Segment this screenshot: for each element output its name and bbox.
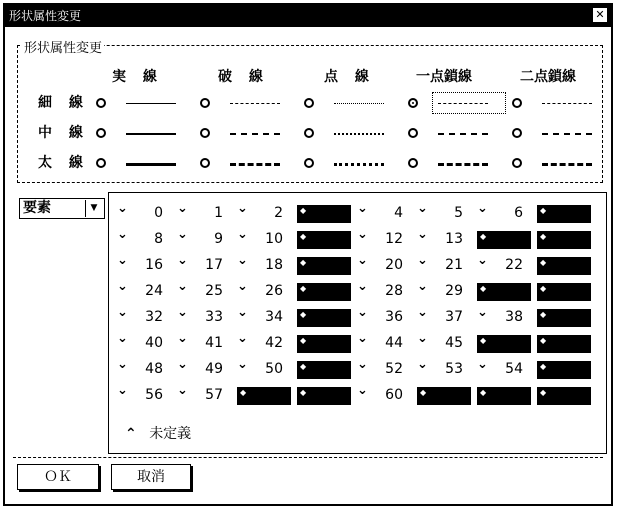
color-swatch[interactable] <box>537 283 591 301</box>
color-radio-icon[interactable]: ⌄ <box>357 305 368 320</box>
color-radio-icon[interactable]: ⌄ <box>117 331 128 346</box>
color-radio-icon[interactable]: ⌄ <box>357 279 368 294</box>
line-style-radio[interactable] <box>304 98 314 108</box>
color-swatch[interactable] <box>537 335 591 353</box>
color-number: 28 <box>385 283 403 299</box>
color-radio-icon[interactable]: ⌄ <box>177 253 188 268</box>
group-title: 形状属性変更 <box>22 37 104 56</box>
color-radio-icon[interactable]: ⌄ <box>117 357 128 372</box>
line-style-radio[interactable] <box>408 98 418 108</box>
color-radio-icon[interactable]: ⌄ <box>477 201 488 216</box>
color-number: 6 <box>514 205 523 221</box>
line-style-radio[interactable] <box>96 98 106 108</box>
row-label-medium: 中 線 <box>38 125 89 141</box>
color-number: 4 <box>394 205 403 221</box>
shape-attribute-group <box>17 41 603 183</box>
color-number: 9 <box>214 231 223 247</box>
line-sample <box>334 103 384 104</box>
color-radio-icon[interactable]: ⌄ <box>117 279 128 294</box>
color-swatch[interactable] <box>537 231 591 249</box>
line-style-radio[interactable] <box>200 98 210 108</box>
col-header-solid: 実 線 <box>112 69 163 85</box>
line-style-radio[interactable] <box>512 128 522 138</box>
color-number: 0 <box>154 205 163 221</box>
color-swatch[interactable] <box>297 361 351 379</box>
col-header-dashed: 破 線 <box>218 69 269 85</box>
line-style-radio[interactable] <box>512 158 522 168</box>
color-number: 48 <box>145 361 163 377</box>
color-number: 34 <box>265 309 283 325</box>
color-swatch[interactable] <box>537 309 591 327</box>
color-radio-icon[interactable]: ⌄ <box>417 357 428 372</box>
color-swatch[interactable] <box>537 257 591 275</box>
color-number: 54 <box>505 361 523 377</box>
color-radio-icon[interactable]: ⌄ <box>117 383 128 398</box>
color-swatch[interactable] <box>297 309 351 327</box>
color-number: 22 <box>505 257 523 273</box>
color-radio-icon[interactable]: ⌄ <box>117 253 128 268</box>
title-bar <box>5 5 611 27</box>
undefined-option[interactable] <box>125 423 191 443</box>
col-header-dotted: 点 線 <box>324 69 375 85</box>
line-sample <box>542 163 592 166</box>
color-number: 20 <box>385 257 403 273</box>
color-swatch[interactable] <box>477 283 531 301</box>
line-sample <box>230 163 280 166</box>
color-radio-icon[interactable]: ⌄ <box>237 357 248 372</box>
color-number: 50 <box>265 361 283 377</box>
row-label-thick: 太 線 <box>38 155 89 171</box>
line-style-radio[interactable] <box>304 128 314 138</box>
color-number: 38 <box>505 309 523 325</box>
line-style-radio[interactable] <box>200 158 210 168</box>
color-number: 21 <box>445 257 463 273</box>
color-radio-icon[interactable]: ⌄ <box>417 305 428 320</box>
color-number: 44 <box>385 335 403 351</box>
color-radio-icon[interactable]: ⌄ <box>177 201 188 216</box>
color-number: 33 <box>205 309 223 325</box>
ok-button[interactable]: ＯＫ <box>17 464 99 490</box>
focus-rect <box>432 92 506 114</box>
color-swatch[interactable] <box>477 335 531 353</box>
color-number: 56 <box>145 387 163 403</box>
color-swatch[interactable] <box>297 231 351 249</box>
color-number: 18 <box>265 257 283 273</box>
color-radio-icon[interactable]: ⌄ <box>477 253 488 268</box>
color-radio-icon[interactable]: ⌄ <box>117 305 128 320</box>
color-number: 52 <box>385 361 403 377</box>
separator <box>13 457 603 458</box>
color-number: 40 <box>145 335 163 351</box>
color-radio-icon[interactable]: ⌄ <box>237 279 248 294</box>
line-sample <box>542 133 592 135</box>
line-sample <box>230 103 280 104</box>
cancel-button[interactable]: 取消 <box>111 464 191 490</box>
color-radio-icon[interactable]: ⌄ <box>357 253 368 268</box>
color-radio-icon[interactable]: ⌄ <box>177 305 188 320</box>
color-radio-icon[interactable]: ⌄ <box>177 383 188 398</box>
color-radio-icon[interactable]: ⌄ <box>357 357 368 372</box>
line-style-radio[interactable] <box>408 128 418 138</box>
color-number: 42 <box>265 335 283 351</box>
line-sample <box>334 133 384 135</box>
color-number: 25 <box>205 283 223 299</box>
line-sample <box>438 163 488 166</box>
color-swatch[interactable] <box>537 205 591 223</box>
color-number: 10 <box>265 231 283 247</box>
line-style-radio[interactable] <box>408 158 418 168</box>
color-number: 57 <box>205 387 223 403</box>
color-swatch[interactable] <box>537 387 591 405</box>
color-radio-icon[interactable]: ⌄ <box>477 357 488 372</box>
color-number: 26 <box>265 283 283 299</box>
color-swatch[interactable] <box>297 257 351 275</box>
color-number: 17 <box>205 257 223 273</box>
color-radio-icon[interactable]: ⌄ <box>417 253 428 268</box>
element-select[interactable] <box>19 198 105 219</box>
color-radio-icon[interactable]: ⌄ <box>417 201 428 216</box>
color-radio-icon[interactable]: ⌄ <box>417 331 428 346</box>
color-number: 41 <box>205 335 223 351</box>
color-number: 2 <box>274 205 283 221</box>
color-radio-icon[interactable]: ⌄ <box>117 227 128 242</box>
color-radio-icon[interactable]: ⌄ <box>357 383 368 398</box>
line-style-radio[interactable] <box>96 128 106 138</box>
color-number: 37 <box>445 309 463 325</box>
color-number: 16 <box>145 257 163 273</box>
color-number: 8 <box>154 231 163 247</box>
line-sample <box>438 133 488 135</box>
color-swatch[interactable] <box>297 387 351 405</box>
color-number: 32 <box>145 309 163 325</box>
color-swatch[interactable] <box>417 387 471 405</box>
color-swatch[interactable] <box>237 387 291 405</box>
color-radio-icon[interactable]: ⌄ <box>177 279 188 294</box>
color-swatch[interactable] <box>477 387 531 405</box>
color-radio-icon[interactable]: ⌄ <box>177 227 188 242</box>
line-sample <box>126 163 176 166</box>
color-panel <box>108 192 607 454</box>
color-radio-icon[interactable]: ⌄ <box>477 305 488 320</box>
close-icon[interactable]: ✕ <box>593 8 607 22</box>
undefined-label: 未定義 <box>149 426 192 442</box>
color-number: 13 <box>445 231 463 247</box>
line-sample <box>126 103 176 104</box>
color-radio-icon[interactable]: ⌄ <box>357 331 368 346</box>
color-radio-icon[interactable]: ⌄ <box>237 201 248 216</box>
color-number: 12 <box>385 231 403 247</box>
line-sample <box>542 103 592 104</box>
col-header-dashdotdot: 二点鎖線 <box>520 69 576 85</box>
line-sample <box>126 133 176 135</box>
color-number: 45 <box>445 335 463 351</box>
color-radio-icon[interactable]: ⌄ <box>177 331 188 346</box>
color-swatch[interactable] <box>537 361 591 379</box>
color-radio-icon[interactable]: ⌄ <box>237 305 248 320</box>
color-radio-icon[interactable]: ⌄ <box>237 331 248 346</box>
color-number: 36 <box>385 309 403 325</box>
color-radio-icon[interactable]: ⌄ <box>177 357 188 372</box>
color-radio-icon[interactable]: ⌄ <box>117 201 128 216</box>
color-number: 24 <box>145 283 163 299</box>
color-number: 60 <box>385 387 403 403</box>
window-title: 形状属性変更 <box>9 9 82 23</box>
color-swatch[interactable] <box>297 205 351 223</box>
color-number: 49 <box>205 361 223 377</box>
color-radio-icon[interactable]: ⌄ <box>237 253 248 268</box>
color-number: 53 <box>445 361 463 377</box>
color-number: 5 <box>454 205 463 221</box>
dialog-window <box>3 3 613 506</box>
radio-chevron-icon: ⌃ <box>125 426 137 442</box>
color-number: 29 <box>445 283 463 299</box>
line-style-radio[interactable] <box>96 158 106 168</box>
color-swatch[interactable] <box>297 335 351 353</box>
color-swatch[interactable] <box>477 231 531 249</box>
chevron-down-icon[interactable]: ▼ <box>85 200 102 217</box>
color-number: 1 <box>214 205 223 221</box>
line-sample <box>230 133 280 135</box>
line-style-radio[interactable] <box>512 98 522 108</box>
line-style-radio[interactable] <box>200 128 210 138</box>
element-select-value: 要素 <box>23 200 51 216</box>
line-style-radio[interactable] <box>304 158 314 168</box>
color-swatch[interactable] <box>297 283 351 301</box>
color-radio-icon[interactable]: ⌄ <box>417 279 428 294</box>
color-radio-icon[interactable]: ⌄ <box>237 227 248 242</box>
row-label-thin: 細 線 <box>38 95 89 111</box>
color-radio-icon[interactable]: ⌄ <box>357 201 368 216</box>
color-radio-icon[interactable]: ⌄ <box>417 227 428 242</box>
line-sample <box>334 163 384 166</box>
color-radio-icon[interactable]: ⌄ <box>357 227 368 242</box>
col-header-dashdot: 一点鎖線 <box>416 69 472 85</box>
